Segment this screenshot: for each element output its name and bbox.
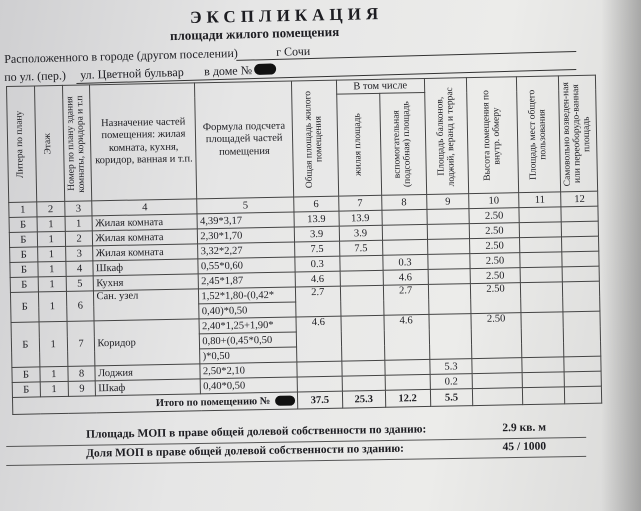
cell-purpose: Жилая комната <box>92 214 197 231</box>
cell-common <box>519 222 562 238</box>
cell-litera: Б <box>10 262 38 278</box>
cell-living <box>340 270 383 286</box>
document-subtitle: площади жилого помещения <box>169 23 340 44</box>
aux-area-sum: 12.2 <box>385 389 430 407</box>
col-header-formula: Формула подсчета площадей частей помещения <box>195 81 294 199</box>
col-header-litera: Литера по плану <box>7 86 37 203</box>
column-number: 4 <box>92 199 197 216</box>
cell-total: 7.5 <box>294 241 339 257</box>
column-number: 9 <box>426 194 469 210</box>
cell-floor: 1 <box>38 261 66 277</box>
redaction-mark <box>275 396 295 406</box>
cell-total: 4.6 <box>296 316 342 362</box>
column-number: 3 <box>64 201 92 217</box>
cell-illegal <box>562 236 599 252</box>
cell-room-no: 2 <box>65 231 93 247</box>
cell-common <box>519 237 562 253</box>
cell-room-no: 1 <box>65 216 93 232</box>
cell-floor: 1 <box>38 276 66 292</box>
cell-aux: 2.7 <box>383 284 429 315</box>
cell-living <box>341 315 385 361</box>
cell-balcony <box>429 314 473 360</box>
cell-balcony <box>428 269 471 285</box>
cell-living <box>340 255 383 271</box>
cell-formula: 3,32*2,27 <box>198 242 295 259</box>
cell-purpose: Коридор <box>95 319 201 366</box>
cell-formula: 4,39*3,17 <box>197 212 294 229</box>
cell-aux: 4.6 <box>383 269 428 285</box>
cell-litera: Б <box>10 292 38 323</box>
explication-table-wrap <box>6 74 612 414</box>
cell-balcony <box>427 239 470 255</box>
cell-litera: Б <box>11 322 40 368</box>
cell-total: 0.3 <box>295 256 340 272</box>
cell-common <box>522 387 565 405</box>
cell-aux <box>384 359 429 375</box>
cell-living <box>342 375 385 391</box>
cell-formula: 1,52*1,80-(0,42* <box>199 287 296 304</box>
col-header-common: Площадь мест общего пользования <box>516 76 561 193</box>
column-number: 7 <box>338 195 381 211</box>
cell-aux <box>382 239 427 255</box>
cell-illegal <box>563 266 600 282</box>
cell-height <box>472 358 522 374</box>
cell-formula: 2,40*1,25+1,90* <box>199 317 296 334</box>
redaction-mark <box>254 63 276 75</box>
cell-total: 2.7 <box>295 286 341 317</box>
cell-total <box>297 376 342 392</box>
cell-total: 3.9 <box>294 226 339 242</box>
cell-living: 3.9 <box>339 225 382 241</box>
cell-illegal <box>562 251 599 267</box>
column-number: 11 <box>518 192 561 208</box>
cell-illegal <box>565 371 602 387</box>
cell-formula-cont: )*0,50 <box>200 347 297 364</box>
cell-purpose: Шкаф <box>96 379 201 396</box>
cell-balcony <box>428 284 471 315</box>
cell-room-no: 8 <box>68 366 96 382</box>
cell-room-no: 4 <box>66 261 94 277</box>
col-header-floor: Этаж <box>34 85 64 202</box>
cell-common <box>521 312 565 358</box>
house-label: в доме № <box>203 63 253 79</box>
cell-illegal <box>565 386 602 404</box>
living-area-sum: 25.3 <box>342 390 385 408</box>
col-header-illegal: Самовольно возведен-ная или переоборудо-ванная площадь <box>559 75 598 192</box>
cell-room-no: 7 <box>67 321 96 367</box>
cell-illegal <box>564 356 601 372</box>
document-title: ЭКСПЛИКАЦИЯ <box>189 3 384 28</box>
cell-litera: Б <box>10 247 38 263</box>
cell-height: 2.50 <box>471 313 521 359</box>
col-header-living: жилая площадь <box>336 94 381 197</box>
column-number: 12 <box>561 191 598 207</box>
cell-formula-cont: 0,40)*0,50 <box>199 302 296 319</box>
street-value: ул. Цветной бульвар <box>80 64 184 82</box>
cell-purpose: Сан. узел <box>94 289 199 321</box>
col-header-purpose: Назначение частей помещения: жилая комната, кухня, коридор, ванная и т.п. <box>90 83 197 201</box>
cell-room-no: 6 <box>66 291 94 322</box>
cell-aux <box>382 224 427 240</box>
cell-room-no: 5 <box>66 276 94 292</box>
cell-common <box>521 357 564 373</box>
col-header-total: Общая площадь жилого помещения <box>291 80 338 197</box>
cell-illegal <box>563 281 600 312</box>
cell-formula: 2,30*1,70 <box>198 227 295 244</box>
cell-living: 13.9 <box>339 210 382 226</box>
cell-balcony <box>427 209 470 225</box>
column-number: 10 <box>469 193 519 209</box>
cell-floor: 1 <box>37 231 65 247</box>
cell-litera: Б <box>9 232 37 248</box>
cell-room-no: 9 <box>68 381 96 397</box>
cell-total: 13.9 <box>294 211 339 227</box>
cell-purpose: Кухня <box>94 274 199 291</box>
cell-height: 2.50 <box>470 253 520 269</box>
cell-formula-cont: 0,80+(0,45*0,50 <box>200 332 297 349</box>
cell-balcony: 5.3 <box>429 359 472 375</box>
cell-common <box>519 252 562 268</box>
column-number: 8 <box>381 194 426 210</box>
explication-table <box>6 75 602 415</box>
location-label: Расположенного в городе (другом поселении) <box>4 45 238 66</box>
totals-label: Итого по помещению № <box>155 395 271 409</box>
cell-common <box>519 207 562 223</box>
cell-aux: 4.6 <box>384 314 430 360</box>
cell-common <box>522 372 565 388</box>
col-header-aux: вспомогательная (подсобная) площадь <box>379 93 426 196</box>
column-number: 5 <box>197 197 294 214</box>
cell-total <box>297 361 342 377</box>
cell-purpose: Лоджия <box>95 364 200 381</box>
page-edge-shadow <box>601 0 641 511</box>
cell-balcony <box>427 254 470 270</box>
cell-illegal <box>562 221 599 237</box>
cell-litera: Б <box>9 217 37 233</box>
cell-height <box>473 373 523 389</box>
column-number: 2 <box>37 201 65 217</box>
summary-label: Доля МОП в праве общей долевой собственности по зданию: <box>85 442 405 460</box>
summary-label: Площадь МОП в праве общей долевой собственности по зданию: <box>85 423 427 441</box>
cell-aux: 0.3 <box>382 254 427 270</box>
cell-floor: 1 <box>37 216 65 232</box>
cell-living <box>342 360 385 376</box>
cell-formula: 2,45*1,87 <box>199 272 296 289</box>
cell-floor: 1 <box>37 246 65 262</box>
cell-height: 2.50 <box>470 238 520 254</box>
summary-value: 45 / 1000 <box>502 440 547 454</box>
cell-aux <box>385 374 430 390</box>
cell-illegal <box>561 206 598 222</box>
total-area-sum: 37.5 <box>297 391 342 409</box>
cell-floor: 1 <box>40 381 68 397</box>
cell-purpose: Жилая комната <box>93 244 198 261</box>
cell-living <box>340 285 383 316</box>
cell-common <box>520 282 563 313</box>
col-header-height: Высота помещения по внутр. обмеру <box>467 77 518 194</box>
cell-balcony <box>427 224 470 240</box>
col-header-incl: В том числе <box>336 78 424 94</box>
cell-total: 4.6 <box>295 271 340 287</box>
cell-height: 2.50 <box>470 223 520 239</box>
summary-value: 2.9 кв. м <box>502 421 547 435</box>
cell-aux <box>382 209 427 225</box>
cell-living: 7.5 <box>339 240 382 256</box>
cell-purpose: Шкаф <box>93 259 198 276</box>
cell-height: 2.50 <box>469 208 519 224</box>
column-number: 6 <box>293 196 338 212</box>
cell-formula: 0,55*0,60 <box>198 257 295 274</box>
cell-purpose: Жилая комната <box>93 229 198 246</box>
cell-illegal <box>563 311 600 357</box>
cell-litera: Б <box>12 367 40 383</box>
cell-floor: 1 <box>38 291 66 322</box>
col-header-balcony: Площадь балконов, лоджий, веранд и террас <box>424 78 469 195</box>
cell-litera: Б <box>12 382 40 398</box>
cell-formula: 0,40*0,50 <box>201 377 298 394</box>
cell-formula: 2,50*2,10 <box>200 362 297 379</box>
col-header-room-no: Номер по плану здания комнаты, коридора и т.п <box>62 85 92 202</box>
cell-height: 2.50 <box>470 268 520 284</box>
balcony-area-sum: 5.5 <box>430 389 473 407</box>
cell-height <box>473 388 523 406</box>
street-label: по ул. (пер.) <box>4 68 67 84</box>
column-number: 1 <box>9 202 37 218</box>
cell-common <box>520 267 563 283</box>
cell-height: 2.50 <box>471 283 521 314</box>
city-value: г Сочи <box>275 43 311 59</box>
cell-floor: 1 <box>40 366 68 382</box>
cell-balcony: 0.2 <box>430 374 473 390</box>
cell-room-no: 3 <box>65 246 93 262</box>
cell-litera: Б <box>10 277 38 293</box>
cell-floor: 1 <box>39 321 68 367</box>
